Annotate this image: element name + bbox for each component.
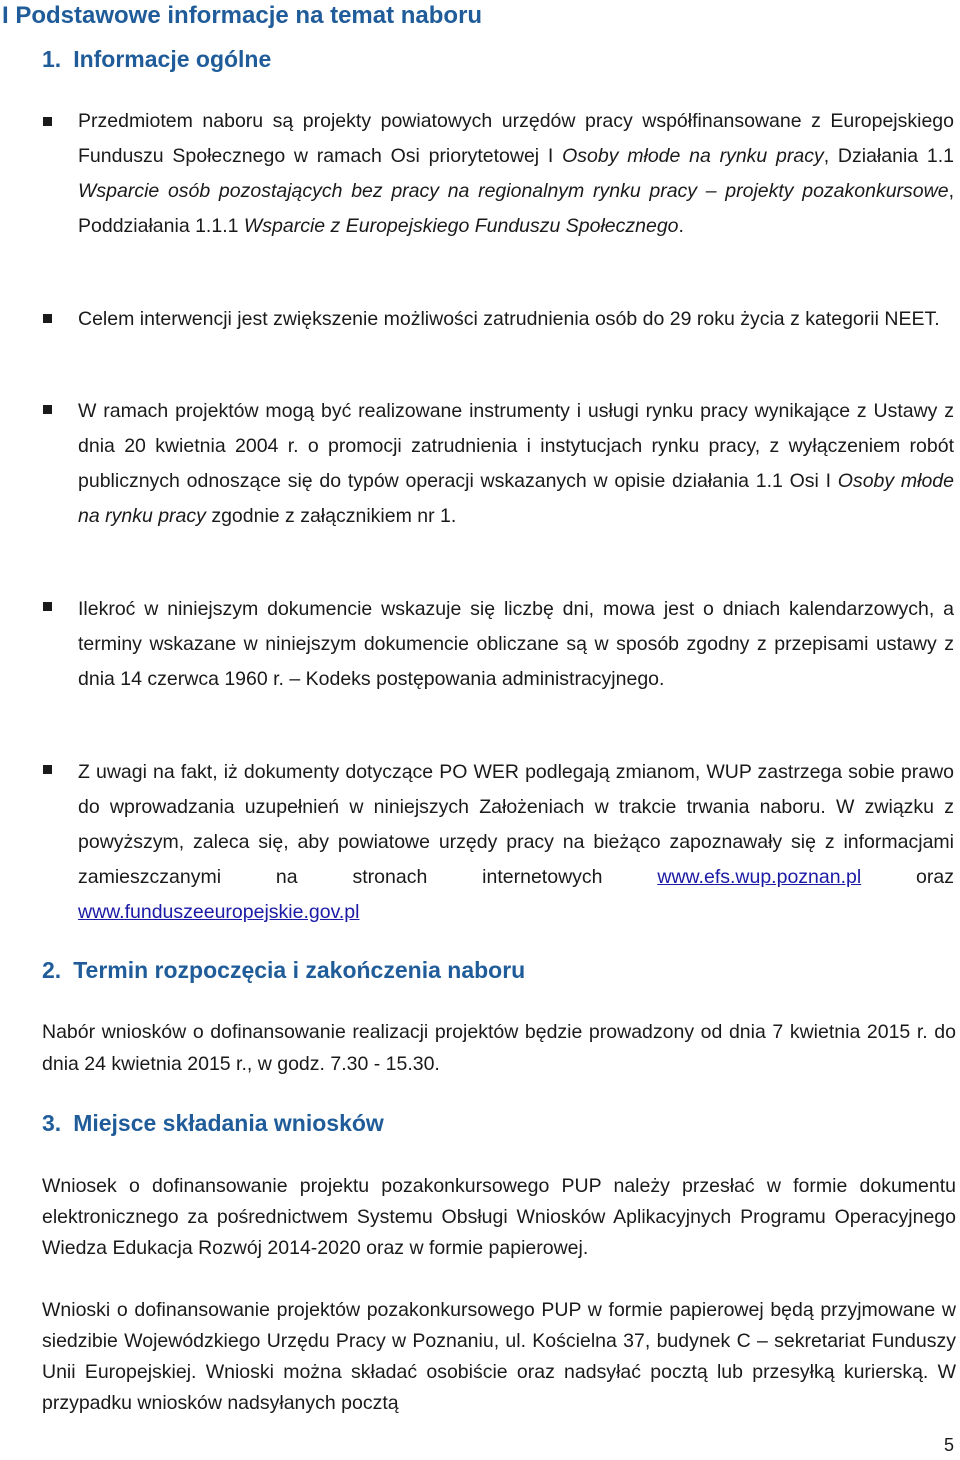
link-efs-wup[interactable]: www.efs.wup.poznan.pl [657,866,862,888]
bullet-item-changes [78,755,954,930]
section-number: 1. [42,46,62,72]
text-run: , Działania 1.1 [823,145,954,167]
square-bullet-icon [42,764,54,776]
italic-run: Osoby młode na rynku pracy [562,145,824,167]
bullet-item-instruments [78,394,954,534]
section-title: Miejsce składania wniosków [73,1110,384,1136]
section-title: Informacje ogólne [73,46,272,72]
section-3-heading [42,1110,384,1137]
section-number: 3. [42,1110,62,1136]
link-funduszeeuropejskie[interactable]: www.funduszeeuropejskie.gov.pl [78,901,360,923]
text-run: . [678,215,684,237]
square-bullet-icon [42,116,54,128]
text-run: W ramach projektów mogą być realizowane instrumenty i usługi rynku pracy wynikające z Ustawy z dnia 20 kwietnia 2004 r. o promocji zatrudnienia i instytucjach rynku pracy, z wyłączeniem robót publicznych odnoszące się do typów operacji wskazanych w opisie działania 1.1 Osi I [78,400,954,492]
italic-run: Wsparcie osób pozostających bez pracy na regionalnym rynku pracy – projekty pozakonkursowe [78,180,949,202]
italic-run: Osoby młode na rynku pracy [78,470,954,527]
page-number: 5 [943,1435,954,1455]
text-run: zgodnie z załącznikiem nr 1. [205,505,457,527]
section-2-heading [42,957,525,984]
section-2-text: Nabór wniosków o dofinansowanie realizacji projektów będzie prowadzony od dnia 7 kwietnia 2015 r. do dnia 24 kwietnia 2015 r., w godz. 7.30 - 15.30. [42,1021,956,1075]
square-bullet-icon [42,313,54,325]
document-heading: I Podstawowe informacje na temat naboru [2,2,483,29]
section-1-heading [42,46,271,73]
square-bullet-icon [42,404,54,416]
bullet-item-days: Ilekroć w niniejszym dokumencie wskazuje się liczbę dni, mowa jest o dniach kalendarzowych, a terminy wskazane w niniejszym dokumencie obliczane są w sposób zgodny z przepisami ustawy z dnia 14 czerwca 1960 r. – Kodeks postępowania administracyjnego. [78,598,954,690]
section-number: 2. [42,957,62,983]
text-run: Z uwagi na fakt, iż dokumenty dotyczące PO WER podlegają zmianom, WUP zastrzega sobie prawo do wprowadzania uzupełnień w niniejszych Założeniach w trakcie trwania naboru. W związku z powyższym, zaleca się, aby powiatowe urzędy pracy na bieżąco zapoznawały się z informacjami zamieszczanymi na stronach internetowych [78,761,954,888]
section-3-paragraph-2: Wnioski o dofinansowanie projektów pozakonkursowego PUP w formie papierowej będą przyjmowane w siedzibie Wojewódzkiego Urzędu Pracy w Poznaniu, ul. Kościelna 37, budynek C – sekretariat Funduszy Unii Europejskiej. Wnioski można składać osobiście oraz nadsyłać pocztą lub przesyłką kurierską. W przypadku wniosków nadsyłanych pocztą [42,1299,956,1414]
section-title: Termin rozpoczęcia i zakończenia naboru [73,957,526,983]
bullet-item-subject [78,104,954,244]
text-run: Przedmiotem naboru są projekty powiatowych urzędów pracy współfinansowane z Europejskiego Funduszu Społecznego w ramach Osi priorytetowej I [78,110,954,167]
text-run: , Poddziałania 1.1.1 [78,180,954,237]
text-run: oraz [861,866,954,888]
italic-run: Wsparcie z Europejskiego Funduszu Społecznego [243,215,679,237]
bullet-item-goal: Celem interwencji jest zwiększenie możliwości zatrudnienia osób do 29 roku życia z kategorii NEET. [78,308,940,330]
square-bullet-icon [42,601,54,613]
section-3-paragraph-1: Wniosek o dofinansowanie projektu pozakonkursowego PUP należy przesłać w formie dokumentu elektronicznego za pośrednictwem Systemu Obsługi Wniosków Aplikacyjnych Programu Operacyjnego Wiedza Edukacja Rozwój 2014-2020 oraz w formie papierowej. [42,1175,956,1259]
